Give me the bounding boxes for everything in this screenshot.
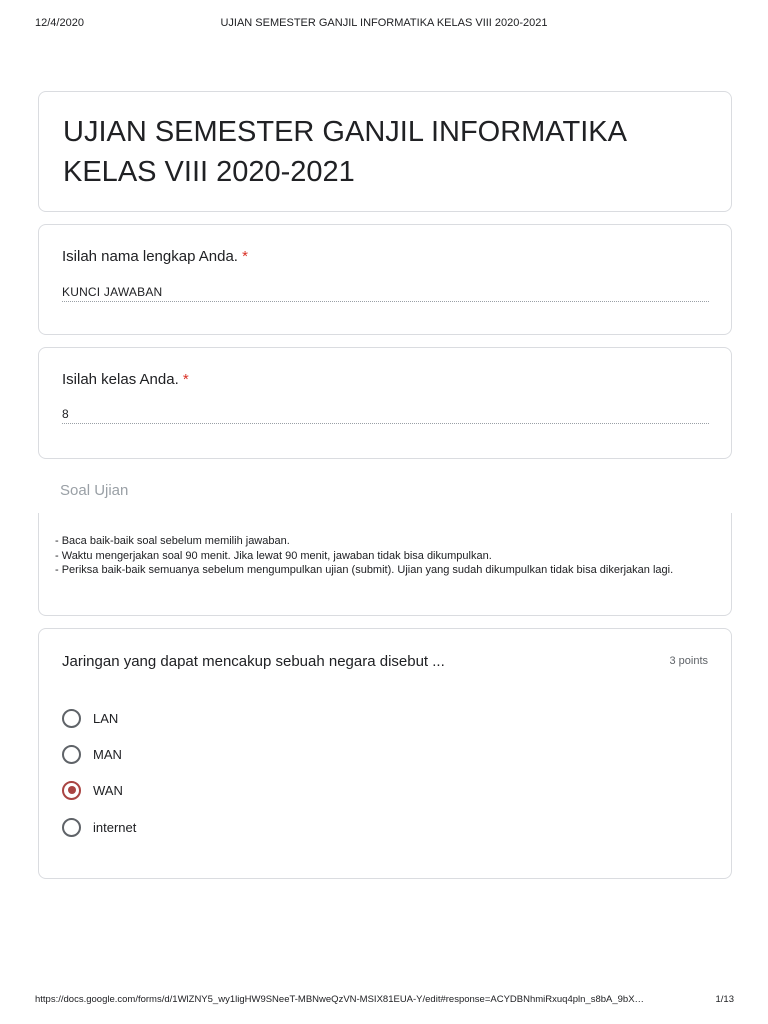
print-footer [0,994,768,1008]
option-label: WAN [93,782,123,798]
option-man[interactable] [62,744,122,764]
radio-checked-icon[interactable] [62,781,81,800]
question-card-name [38,224,732,335]
question-label: Isilah nama lengkap Anda. [62,248,238,265]
required-marker: * [242,248,248,265]
mc-question-text: Jaringan yang dapat mencakup sebuah negara disebut ... [62,653,445,670]
name-answer-field[interactable]: KUNCI JAWABAN [62,285,709,302]
print-header [0,17,768,31]
option-label: MAN [93,746,122,762]
option-lan[interactable] [62,708,118,728]
description-line: - Periksa baik-baik semuanya sebelum mengumpulkan ujian (submit). Ujian yang sudah dikumpulkan tidak bisa dikerjakan lagi. [55,564,674,576]
option-label: internet [93,819,137,835]
question-title [62,371,189,388]
question-label: Isilah kelas Anda. [62,371,179,388]
radio-unchecked-icon[interactable] [62,818,81,837]
option-internet[interactable] [62,817,136,837]
footer-page-number: 1/13 [715,994,734,1005]
radio-dot [68,786,76,794]
description-line: - Waktu mengerjakan soal 90 menit. Jika lewat 90 menit, jawaban tidak bisa dikumpulkan. [55,549,492,562]
footer-url: https://docs.google.com/forms/d/1WlZNY5_wy1ligHW9SNeeT-MBNweQzVN-MSIX81EUA-Y/edit#response=ACYDBNhmiRxuq4pln_s8bA_9bX… [35,994,645,1005]
print-title: UJIAN SEMESTER GANJIL INFORMATIKA KELAS VIII 2020-2021 [220,17,548,29]
multiple-choice-card [38,628,732,879]
form-title-card [38,91,732,212]
question-title [62,248,248,265]
radio-unchecked-icon[interactable] [62,709,81,728]
print-date: 12/4/2020 [35,17,84,29]
form-title: UJIAN SEMESTER GANJIL INFORMATIKA KELAS VIII 2020-2021 [63,116,626,188]
section-description [55,534,695,578]
section-title: Soal Ujian [60,482,129,499]
option-wan[interactable] [62,780,123,800]
question-card-class [38,347,732,459]
radio-unchecked-icon[interactable] [62,745,81,764]
points-label: 3 points [669,655,708,667]
option-label: LAN [93,710,119,726]
required-marker: * [182,371,189,388]
description-line: - Baca baik-baik soal sebelum memilih jawaban. [55,535,290,547]
section-description-card [38,513,732,616]
class-answer-field[interactable]: 8 [62,407,709,424]
